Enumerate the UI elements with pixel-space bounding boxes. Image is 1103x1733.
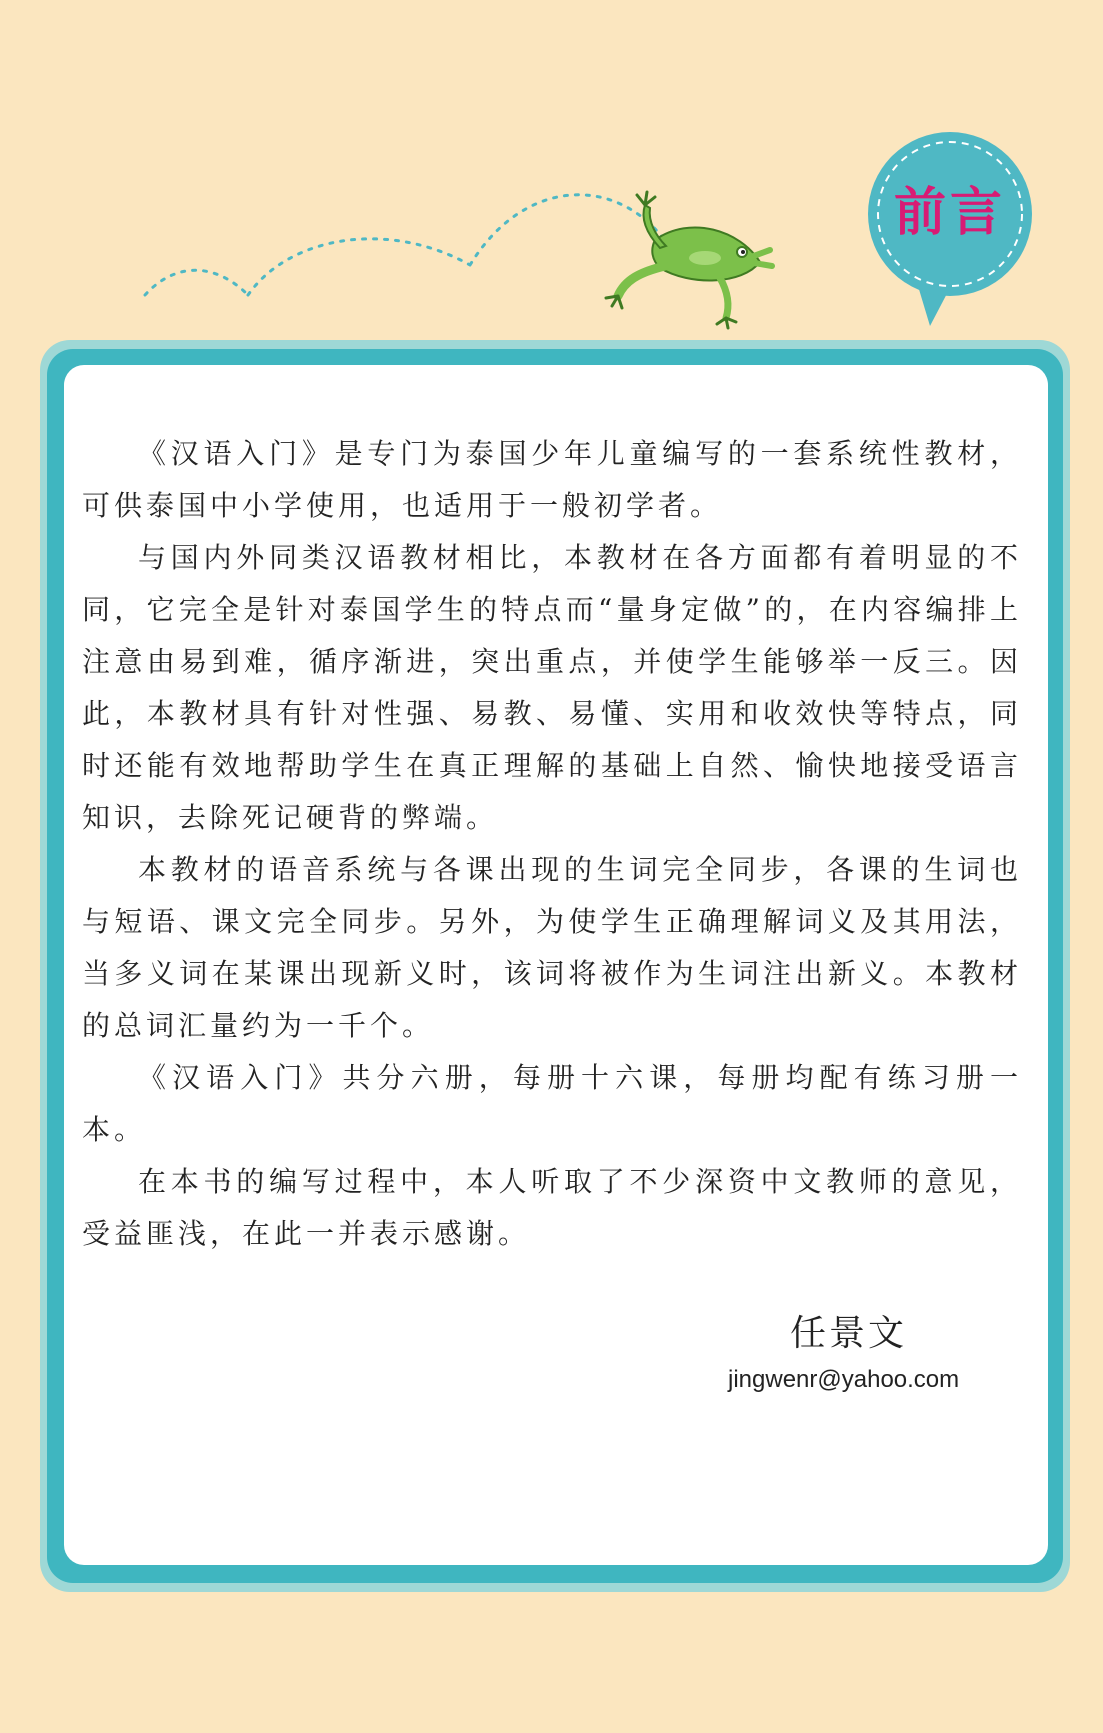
preface-badge-title: 前言 [893, 183, 1006, 243]
preface-paragraph-5: 在本书的编写过程中，本人听取了不少深资中文教师的意见，受益匪浅，在此一并表示感谢。 [82, 1165, 1022, 1250]
author-signature: 任景文 [790, 1313, 908, 1354]
preface-paragraph-2: 与国内外同类汉语教材相比，本教材在各方面都有着明显的不同，它完全是针对泰国学生的特点而“量身定做”的，在内容编排上注意由易到难，循序渐进，突出重点，并使学生能够举一反三。因此，本教材具有针对性强、易教、易懂、实用和收效快等特点，同时还能有效地帮助学生在真正理解的基础上自然、愉快地接受语言知识，去除死记硬背的弊端。 [82, 541, 1022, 834]
dotted-jump-trail [145, 195, 668, 295]
preface-paragraph-3: 本教材的语音系统与各课出现的生词完全同步，各课的生词也与短语、课文完全同步。另外，为使学生正确理解词义及其用法，当多义词在某课出现新义时，该词将被作为生词注出新义。本教材的总词汇量约为一千个。 [82, 853, 1022, 1042]
author-email: jingwenr@yahoo.com [728, 1366, 960, 1393]
preface-paragraph-4: 《汉语入门》共分六册，每册十六课，每册均配有练习册一本。 [82, 1061, 1022, 1146]
header-decoration [0, 0, 1103, 360]
preface-paragraph-1: 《汉语入门》是专门为泰国少年儿童编写的一套系统性教材，可供泰国中小学使用，也适用于一般初学者。 [82, 437, 1022, 522]
frog-icon [606, 192, 772, 328]
preface-body [82, 428, 1022, 1260]
